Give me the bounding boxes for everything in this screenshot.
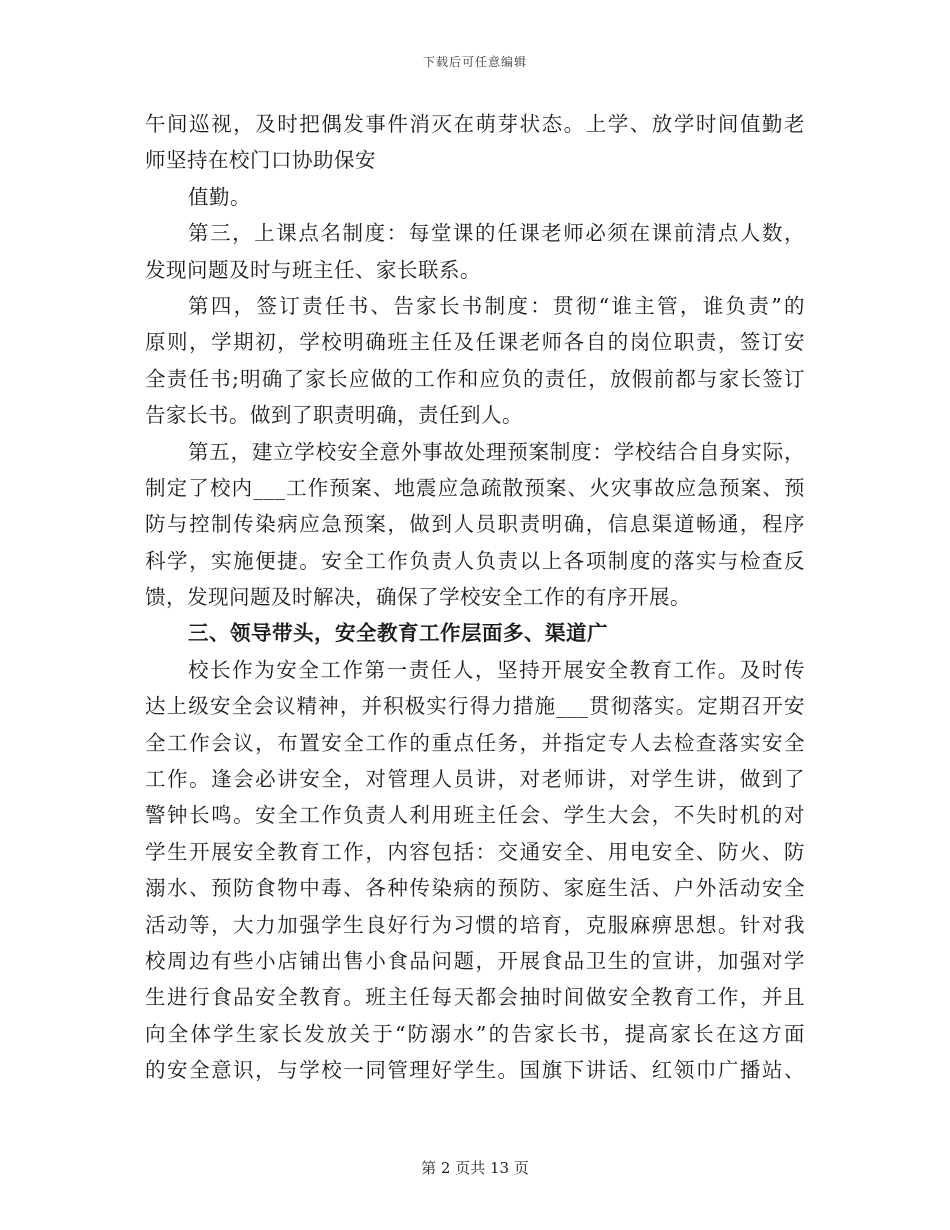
text-line: 生进行食品安全教育。班主任每天都会抽时间做安全教育工作，并且 [145,985,805,1010]
text-line: 师坚持在校门口协助保安 [145,148,376,173]
text-line: 发现问题及时与班主任、家长联系。 [145,257,481,282]
text-line: 第五，建立学校安全意外事故处理预案制度：学校结合自身实际， [188,439,805,464]
text-line: 第三，上课点名制度：每堂课的任课老师必须在课前清点人数， [188,221,805,246]
text-line: 防与控制传染病应急预案，做到人员职责明确，信息渠道畅通，程序 [145,512,805,537]
text-line: 校长作为安全工作第一责任人，坚持开展安全教育工作。及时传 [188,657,805,682]
text-line: 警钟长鸣。安全工作负责人利用班主任会、学生大会，不失时机的对 [145,803,805,828]
text-line: 第四，签订责任书、告家长书制度：贯彻“谁主管，谁负责”的 [188,293,805,318]
text-line: 科学，实施便捷。安全工作负责人负责以上各项制度的落实与检查反 [145,548,805,573]
text-line: 馈，发现问题及时解决，确保了学校安全工作的有序开展。 [145,585,691,610]
text-line: 工作。逢会必讲安全，对管理人员讲，对老师讲，对学生讲，做到了 [145,767,805,792]
text-line: 的安全意识，与学校一同管理好学生。国旗下讲话、红领巾广播站、 [145,1058,805,1083]
text-line: 学生开展安全教育工作，内容包括：交通安全、用电安全、防火、防 [145,839,805,864]
page-number: 第 2 页共 13 页 [421,1159,529,1177]
text-line: 达上级安全会议精神，并积极实行得力措施___贯彻落实。定期召开安 [145,694,805,719]
text-line: 向全体学生家长发放关于“防溺水”的告家长书，提高家长在这方面 [145,1021,805,1046]
text-line: 全责任书;明确了家长应做的工作和应负的责任，放假前都与家长签订 [145,366,805,391]
text-line: 告家长书。做到了职责明确，责任到人。 [145,403,523,428]
text-line: 制定了校内___工作预案、地震应急疏散预案、火灾事故应急预案、预 [145,475,805,500]
text-line: 全工作会议，布置安全工作的重点任务，并指定专人去检查落实安全 [145,730,805,755]
text-line: 活动等，大力加强学生良好行为习惯的培育，克服麻痹思想。针对我 [145,912,805,937]
section-heading: 三、领导带头，安全教育工作层面多、渠道广 [188,621,608,646]
page-header: 下载后可任意编辑 [422,55,527,69]
text-line: 溺水、预防食物中毒、各种传染病的预防、家庭生活、户外活动安全 [145,876,805,901]
text-line: 校周边有些小店铺出售小食品问题，开展食品卫生的宣讲，加强对学 [145,948,805,973]
text-line: 午间巡视，及时把偶发事件消灭在萌芽状态。上学、放学时间值勤老 [145,112,805,136]
text-line: 原则，学期初，学校明确班主任及任课老师各自的岗位职责，签订安 [145,330,805,355]
document-body [145,106,805,1089]
text-line: 值勤。 [188,184,251,209]
